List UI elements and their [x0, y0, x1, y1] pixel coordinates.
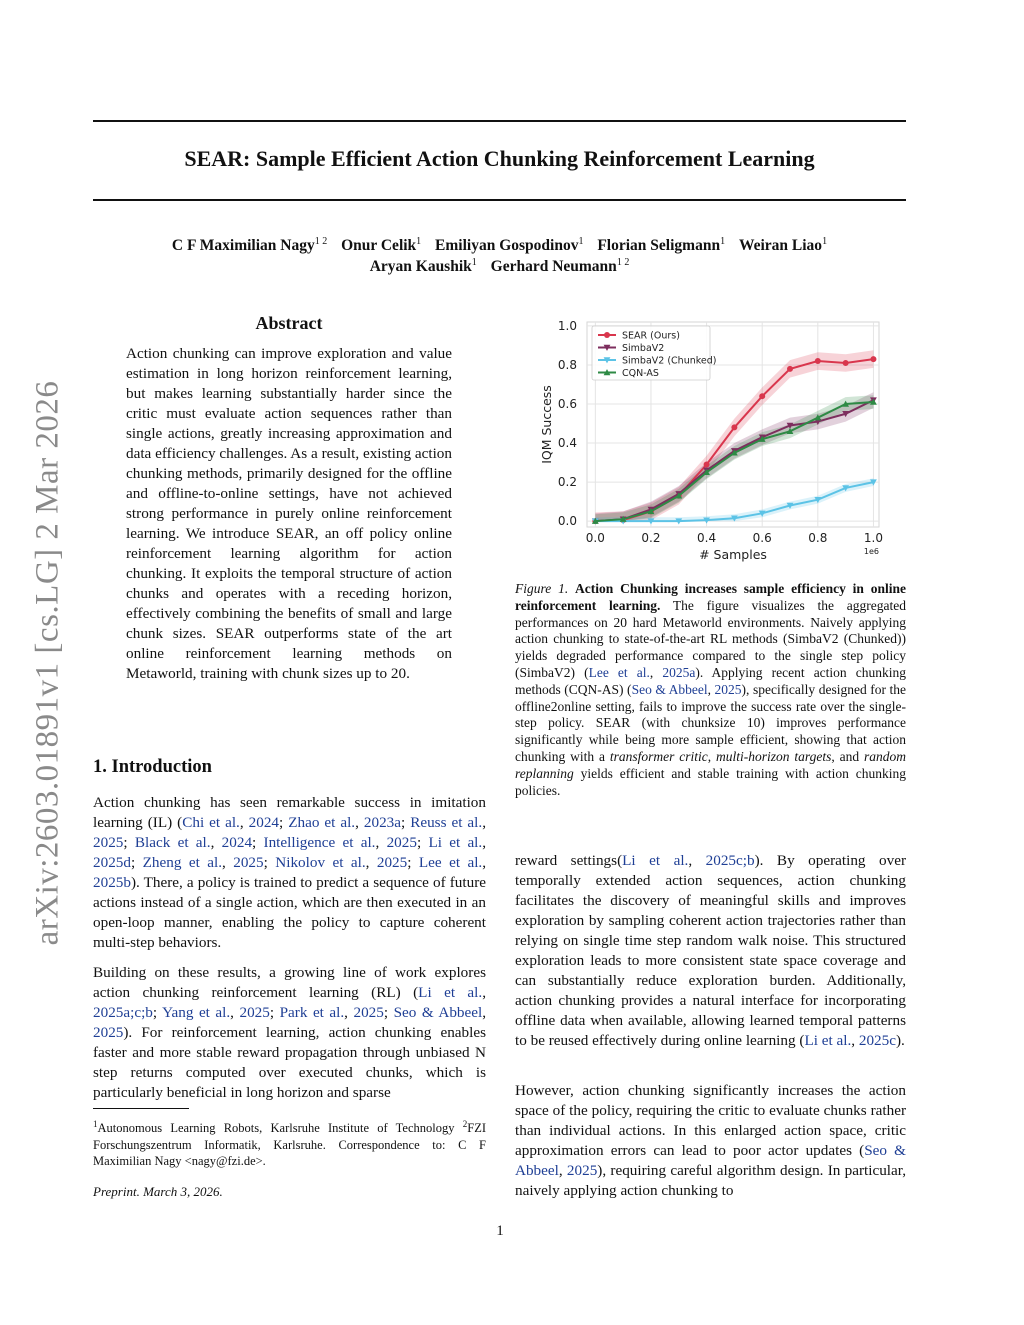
data-point — [815, 358, 821, 364]
author-list-line1 — [93, 236, 906, 255]
citation-link[interactable]: Li et al. — [622, 852, 689, 869]
x-axis-scale-label: 1e6 — [863, 547, 879, 556]
section-heading-introduction: 1. Introduction — [93, 757, 212, 777]
y-tick-label: 0.6 — [557, 397, 577, 411]
y-tick-label: 1.0 — [557, 318, 577, 333]
citation-link[interactable]: 2025 — [376, 854, 408, 871]
author: Weiran Liao$^1$ — [738, 236, 828, 255]
author: C F Maximilian Nagy$^{1 2}$ — [171, 236, 328, 255]
paper-title: SEAR: Sample Efficient Action Chunking Reinforcement Learning — [184, 146, 815, 171]
data-point — [604, 332, 610, 338]
citation-link[interactable]: 2025 — [714, 681, 742, 697]
author: Gerhard Neumann$^{1 2}$ — [490, 257, 630, 276]
author: Onur Celik$^1$ — [341, 236, 422, 255]
citation-link[interactable]: Intelligence et al. — [263, 834, 376, 851]
line-chart-svg — [534, 312, 894, 574]
citation-link[interactable]: 2024 — [221, 834, 253, 851]
author: Emiliyan Gospodinov$^1$ — [435, 236, 584, 255]
legend-label: SimbaV2 — [622, 343, 665, 354]
affiliation-footnote: $^1$Autonomous Learning Robots, Karlsruhe Institute of Technology $^2$FZI Forschungszentrum Informatik, Karlsruhe. Correspondence to: C F Maximilian Nagy <nagy@fzi.de>. — [93, 1119, 486, 1169]
citation-link[interactable]: Seo & Abbeel — [515, 1142, 906, 1179]
author: Florian Seligmann$^1$ — [597, 236, 726, 255]
citation-link[interactable]: Zhao et al. — [288, 814, 356, 831]
x-tick-label: 0.2 — [641, 531, 661, 545]
legend-label: SimbaV2 (Chunked) — [622, 355, 717, 367]
data-point — [787, 366, 793, 372]
citation-link[interactable]: Park et al. — [279, 1004, 345, 1021]
figure-caption-body: The figure visualizes the aggregated performances on 20 hard Metaworld environments. Naively applying action chunking to state-of-the-art RL methods (SimbaV2 (Chunked)) yields degraded performance compared to the single step policy (SimbaV2) (Lee et al., 2025a). Applying recent action chunking methods (CQN-AS) (Seo & Abbeel, 2025), specifically designed for the offline2online setting, fails to improve the success rate over the single-step policy. SEAR (with chunksize 10) improves performance significantly while being more sample efficient, showing that action chunking with a transformer critic, multi-horizon targets, and random replanning yields efficient and stable training with action chunking policies. — [515, 597, 907, 798]
x-tick-label: 0.8 — [808, 531, 828, 545]
citation-link[interactable]: Yang et al. — [162, 1004, 231, 1021]
arxiv-identifier: arXiv:2603.01891v1 [cs.LG] 2 Mar 2026 — [29, 380, 66, 946]
citation-link[interactable]: Zheng et al. — [142, 854, 222, 871]
citation-link[interactable]: 2025c;b — [705, 852, 755, 869]
emphasis-text: random replanning — [515, 748, 906, 781]
citation-link[interactable]: 2025 — [566, 1162, 598, 1179]
intro-paragraph-1: Action chunking has seen remarkable success in imitation learning (IL) (Chi et al., 2024; Zhao et al., 2023a; Reuss et al., 2025; Black et al., 2024; Intelligence et al., 2025; Li et al., 2025d; Zheng et al., 2025; Nikolov et al., 2025; Lee et al., 2025b). There, a policy is trained to predict a sequence of future actions instead of a single action, which are then executed in an open-loop manner, enabling the policy to capture coherent multi-step behaviors. — [93, 794, 487, 951]
citation-link[interactable]: 2025c — [858, 1032, 896, 1049]
y-axis-label: IQM Success — [539, 385, 554, 464]
y-tick-label: 0.0 — [557, 514, 577, 529]
data-point — [870, 356, 876, 362]
citation-link[interactable]: 2025 — [386, 834, 417, 851]
citation-link[interactable]: 2025 — [233, 854, 264, 871]
citation-link[interactable]: Lee et al. — [588, 664, 650, 680]
citation-link[interactable]: Black et al. — [134, 834, 211, 851]
citation-link[interactable]: 2025a — [662, 664, 696, 680]
legend-label: CQN-AS — [622, 368, 659, 379]
y-tick-label: 0.2 — [557, 475, 577, 490]
citation-link[interactable]: Chi et al. — [182, 814, 240, 831]
citation-link[interactable]: 2025 — [93, 1024, 124, 1041]
abstract-text: Action chunking can improve exploration and value estimation in long horizon reinforcement learning, but makes learning substantially harder since the critic must evaluate action sequences rather than single actions, greatly increasing approximation and data efficiency challenges. As a result, existing action chunking methods, primarily designed for the offline and offline-to-online settings, have not achieved strong performance in purely online reinforcement learning. We introduce SEAR, an off policy online reinforcement learning algorithm for action chunking. It exploits the temporal structure of action chunks and operates with a receding horizon, effectively combining the benefits of small and large chunk sizes. SEAR outperforms state of the art online reinforcement learning methods on Metaworld, training with chunk sizes up to 20. — [126, 345, 452, 682]
figure-1-chart — [534, 312, 894, 574]
citation-link[interactable]: Nikolov et al. — [275, 854, 366, 871]
page-number: 1 — [496, 1223, 504, 1239]
intro-paragraph-3: reward settings(Li et al., 2025c;b). By operating over temporally extended action sequences, action chunking facilitates the discovery of meaningful skills and improves exploration by sampling coherent action trajectories rather than relying on single time step random walk noise. This structured exploration leads to more consistent state space coverage and can substantially reduce exploration burden. Additionally, action chunking provides a natural interface for incorporating offline data when available, allowing learned temporal patterns to be reused effectively during online learning (Li et al., 2025c). — [515, 852, 906, 1049]
data-point — [731, 424, 737, 430]
legend-label: SEAR (Ours) — [622, 330, 680, 342]
figure-caption-title: Action Chunking increases sample efficiency in online reinforcement learning. — [515, 581, 907, 613]
citation-link[interactable]: Reuss et al. — [410, 814, 483, 831]
x-tick-label: 0.0 — [585, 531, 605, 545]
citation-link[interactable]: 2025 — [353, 1004, 384, 1021]
citation-link[interactable]: Lee et al. — [418, 854, 483, 871]
title-bottom-rule — [93, 199, 906, 201]
footnote-rule — [93, 1108, 189, 1109]
x-axis-label: # Samples — [699, 547, 767, 562]
y-tick-label: 0.8 — [557, 357, 577, 372]
citation-link[interactable]: 2023a — [363, 814, 402, 831]
citation-link[interactable]: 2025 — [239, 1004, 270, 1021]
emphasis-text: multi-horizon targets — [715, 748, 832, 764]
citation-link[interactable]: Li et al. — [804, 1032, 852, 1049]
data-point — [704, 462, 710, 468]
y-tick-label: 0.4 — [557, 436, 577, 451]
citation-link[interactable]: Li et al. — [428, 834, 483, 851]
citation-link[interactable]: 2025b — [93, 874, 131, 891]
author: Aryan Kaushik$^1$ — [369, 257, 477, 276]
citation-link[interactable]: 2025 — [93, 834, 124, 851]
citation-link[interactable]: 2024 — [248, 814, 280, 831]
x-tick-label: 1.0 — [863, 531, 883, 545]
emphasis-text: transformer critic — [609, 748, 708, 764]
figure-label: Figure 1. — [515, 581, 569, 596]
data-point — [843, 360, 849, 366]
intro-paragraph-2: Building on these results, a growing line of work explores action chunking reinforcement learning (RL) (Li et al., 2025a;c;b; Yang et al., 2025; Park et al., 2025; Seo & Abbeel, 2025). For reinforcement learning, action chunking enables faster and more stable reward propagation through unbiased N step returns computed over executed chunks, which is particularly beneficial in long horizon and sparse — [93, 964, 487, 1101]
citation-link[interactable]: 2025a;c;b — [93, 1004, 153, 1021]
citation-link[interactable]: Seo & Abbeel — [393, 1004, 483, 1021]
citation-link[interactable]: Seo & Abbeel — [631, 681, 708, 697]
citation-link[interactable]: Li et al. — [418, 984, 483, 1001]
title-top-rule — [93, 120, 906, 122]
citation-link[interactable]: 2025d — [93, 854, 131, 871]
preprint-date: Preprint. March 3, 2026. — [93, 1184, 223, 1199]
intro-paragraph-4: However, action chunking significantly increases the action space of the policy, requiring the critic to evaluate chunks rather than individual actions. In this enlarged action space, critic approximation errors can lead to poor actor updates (Seo & Abbeel, 2025), requiring careful algorithm design. In particular, naively applying action chunking to — [515, 1082, 907, 1199]
abstract-heading: Abstract — [255, 313, 323, 333]
figure-1-caption — [515, 581, 906, 799]
x-tick-label: 0.6 — [752, 531, 772, 545]
author-list-line2 — [93, 257, 906, 276]
x-tick-label: 0.4 — [697, 531, 717, 545]
data-point — [759, 393, 765, 399]
